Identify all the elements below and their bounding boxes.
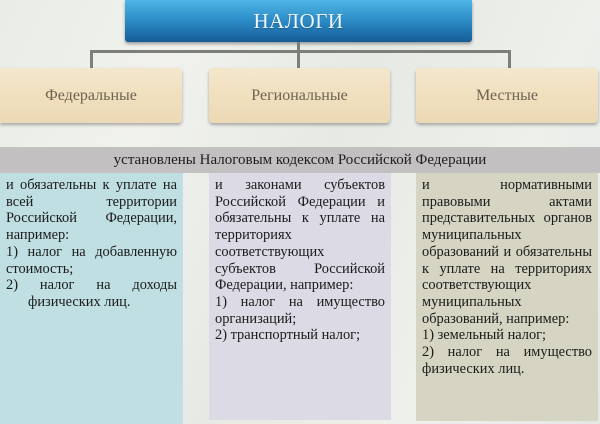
local-description-intro: и нормативными правовыми актами представительных органов муниципальных образований и обязательны к уплате на территориях соответствующих муниципальных образований, например:	[422, 177, 592, 327]
regional-description-intro: и законами субъектов Российской Федерации и обязательны к уплате на территориях соответствующих субъектов Российской Федерации, например:	[215, 177, 385, 294]
local-example-item: 2) налог на имущество физических лиц.	[422, 344, 592, 377]
connector-line	[90, 50, 511, 53]
connector-line	[297, 50, 300, 68]
connector-line	[90, 50, 93, 68]
category-regional-box	[209, 68, 390, 123]
federal-description-intro: и обязательны к уплате на всей территории Российской Федерации, например:	[6, 177, 177, 244]
category-local-box	[416, 68, 598, 123]
federal-example-item: 1) налог на добавленную стоимость;	[6, 243, 177, 277]
regional-description-column	[209, 173, 391, 420]
regional-example-item: 2) транспортный налог;	[215, 327, 361, 344]
taxes-title: НАЛОГИ	[253, 8, 344, 33]
local-description-column	[416, 173, 598, 421]
category-regional-label: Региональные	[251, 86, 348, 104]
taxes-title-box	[125, 0, 472, 42]
tax-code-banner-text: установлены Налоговым кодексом Российской Федерации	[113, 151, 487, 168]
federal-example-item: 2) налог на доходы физических лиц.	[6, 277, 177, 310]
category-federal-label: Федеральные	[45, 86, 137, 104]
category-local-label: Местные	[475, 86, 539, 104]
regional-example-item: 1) налог на имущество организаций;	[215, 293, 385, 327]
category-federal-box	[0, 68, 182, 123]
local-example-item: 1) земельный налог;	[422, 327, 547, 344]
connector-line	[508, 50, 511, 68]
tax-code-banner	[0, 147, 600, 173]
federal-description-column	[0, 173, 183, 424]
